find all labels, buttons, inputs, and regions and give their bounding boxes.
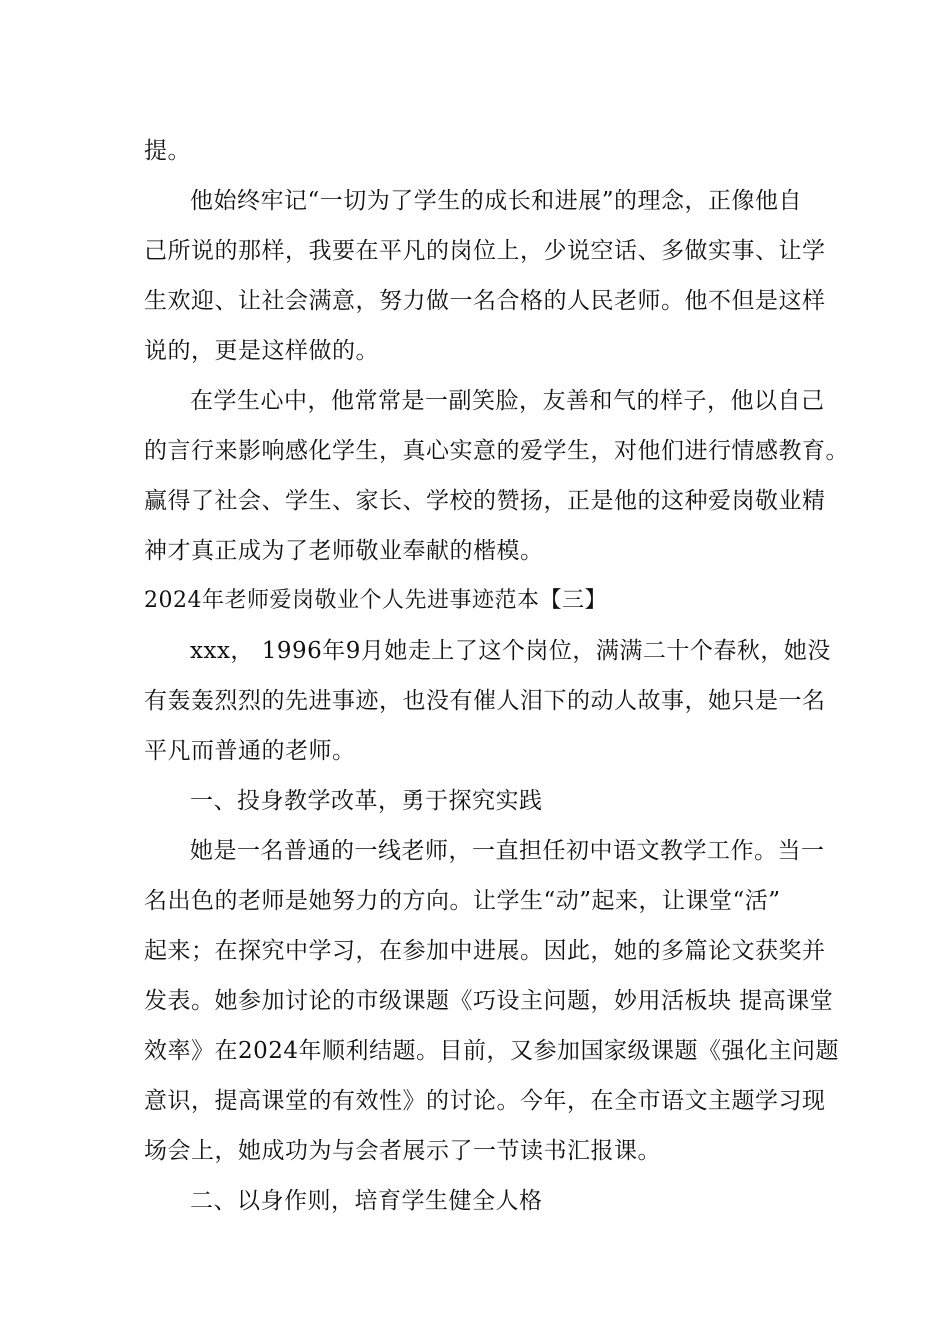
paragraph-line: 说的，更是这样做的。 bbox=[144, 338, 379, 364]
paragraph-line: 起来；在探究中学习，在参加中进展。因此，她的多篇论文获奖并 bbox=[144, 938, 826, 964]
paragraph-line: 生欢迎、让社会满意，努力做一名合格的人民老师。他不但是这样 bbox=[144, 288, 826, 314]
paragraph-line: 提。 bbox=[144, 138, 191, 164]
paragraph-line: 他始终牢记“一切为了学生的成长和进展”的理念，正像他自 bbox=[190, 188, 803, 214]
paragraph-line: 平凡而普通的老师。 bbox=[144, 738, 356, 764]
document-body bbox=[144, 126, 849, 1226]
paragraph-line: 效率》在2024年顺利结题。目前，又参加国家级课题《强化主问题 bbox=[144, 1038, 840, 1064]
paragraph-line: 意识，提高课堂的有效性》的讨论。今年，在全市语文主题学习现 bbox=[144, 1088, 826, 1114]
paragraph-line: 名出色的老师是她努力的方向。让学生“动”起来，让课堂“活” bbox=[144, 888, 781, 914]
section-title: 2024年老师爱岗敬业个人先进事迹范本【三】 bbox=[144, 588, 607, 613]
paragraph-line: 她是一名普通的一线老师，一直担任初中语文教学工作。当一 bbox=[190, 838, 825, 864]
paragraph-line: 发表。她参加讨论的市级课题《巧设主问题，妙用活板块 提高课堂 bbox=[144, 988, 834, 1014]
subheading: 二、以身作则，培育学生健全人格 bbox=[190, 1188, 543, 1214]
paragraph-line: 神才真正成为了老师敬业奉献的楷模。 bbox=[144, 538, 544, 564]
paragraph-line: 场会上，她成功为与会者展示了一节读书汇报课。 bbox=[144, 1138, 661, 1164]
paragraph-line: 在学生心中，他常常是一副笑脸，友善和气的样子，他以自己 bbox=[190, 388, 825, 414]
subheading: 一、投身教学改革，勇于探究实践 bbox=[190, 788, 543, 814]
paragraph-line: 己所说的那样，我要在平凡的岗位上，少说空话、多做实事、让学 bbox=[144, 238, 826, 264]
paragraph-line: 有轰轰烈烈的先进事迹，也没有催人泪下的动人故事，她只是一名 bbox=[144, 688, 826, 714]
paragraph-line: 赢得了社会、学生、家长、学校的赞扬，正是他的这种爱岗敬业精 bbox=[144, 488, 826, 514]
paragraph-line: 的言行来影响感化学生，真心实意的爱学生，对他们进行情感教育。 bbox=[144, 438, 849, 464]
paragraph-line: xxx， 1996年9月她走上了这个岗位，满满二十个春秋，她没 bbox=[190, 638, 831, 664]
